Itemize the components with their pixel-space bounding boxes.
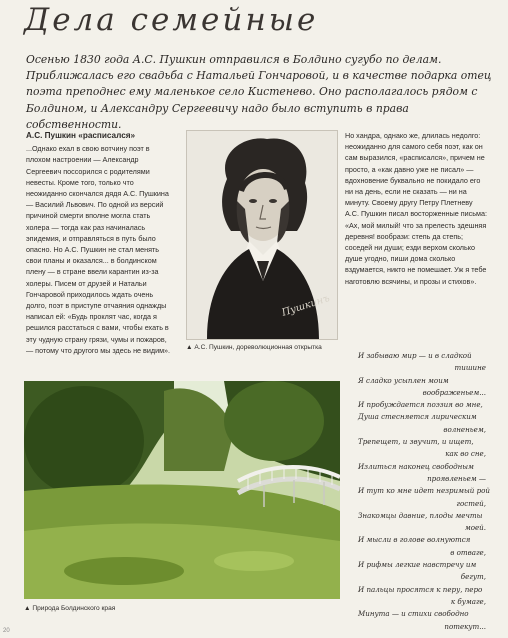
landscape-caption: ▲ Природа Болдинского края xyxy=(24,605,116,612)
poem-line: Трепещет, и звучит, и ищет, xyxy=(358,437,474,447)
poem-line: моей. xyxy=(464,523,486,533)
landscape-drawing xyxy=(24,381,340,599)
poem-line: Знакомцы давние, плоды мечты xyxy=(358,510,483,520)
poem-line: к бумаге, xyxy=(450,596,486,606)
poem-line: Минута — и стихи свободно xyxy=(358,609,469,619)
poem-line: Я сладко усыплен моим xyxy=(358,375,449,385)
poem-line: И тут ко мне идет незримый рой xyxy=(358,486,490,496)
poem-line: в отваге, xyxy=(450,547,486,557)
poem-line: И забываю мир — и в сладкой xyxy=(358,351,472,360)
right-column xyxy=(345,130,488,287)
poem xyxy=(358,350,490,633)
poem-line: Излиться наконец свободным xyxy=(358,461,474,471)
left-column-text: ...Однако ехал в свою вотчину поэт в плохом настроении — Александр Сергеевич поссорился с родителями невесты. Кроме того, только что неожиданно скончался дядя А.С. Пушкина — Василий Львович. По одной из версий причиной смерти вполне могла стать холера — тогда как раз начиналась эпидемия, и отправляться в путь было опасно. Но А.С. Пушкин не стал менять свои планы и оказался... в болдинском плену — в стране ввели карантин из-за холеры. Писем от друзей и Натальи Гончаровой приходилось ждать очень долго, поэт в приступе отчаяния однажды написал ей: «Будь проклят час, когда я решился расстаться с вами, чтобы ехать в эту чудную страну грязи, чумы и пожаров, — потому что другого мы здесь не видим». xyxy=(26,144,171,355)
left-column-title: А.С. Пушкин «расписался» xyxy=(26,131,136,140)
poem-line: И пробуждается поэзия во мне, xyxy=(358,400,483,410)
poem-line: гостей, xyxy=(456,498,486,508)
svg-text:Пушкинъ: Пушкинъ xyxy=(280,293,332,319)
left-column xyxy=(26,130,172,356)
poem-line: потекут... xyxy=(444,621,486,631)
pushkin-portrait-drawing xyxy=(187,131,337,339)
portrait-caption: ▲ А.С. Пушкин, дореволюционная открытка xyxy=(186,344,322,351)
lead-paragraph: Осенью 1830 года А.С. Пушкин отправился в Болдино сугубо по делам. Приближалась его свадьба с Натальей Гончаровой, и в качестве подарка отец поэта преподнес ему маленькое село Кистенево. Оно располагалось рядом с Болдином, и Александру Сергеевичу надо было вступить в права собственности. xyxy=(26,53,492,131)
poem-line: бегут, xyxy=(460,572,486,582)
poem-line: И мысли в голове волнуются xyxy=(358,535,471,545)
poem-line: И пальцы просятся к перу, перо xyxy=(358,584,483,594)
poem-line: Душа стесняется лирическим xyxy=(358,412,477,422)
poem-line: воображеньем... xyxy=(422,387,486,397)
page-number: 20 xyxy=(3,628,10,634)
poem-line: тишине xyxy=(454,363,486,373)
section-heading: Дела семейные xyxy=(24,2,319,38)
poem-line: как во сне, xyxy=(445,449,486,459)
poem-line: И рифмы легкие навстречу им xyxy=(358,560,477,570)
poem-line: волненьем, xyxy=(443,424,486,434)
pushkin-portrait xyxy=(186,130,338,340)
poem-line: проявленьем — xyxy=(427,473,486,483)
right-column-text: Но хандра, однако же, длилась недолго: неожиданно для самого себя поэт, как он сам выразился, «расписался», причем не просто, а «как давно уже не писал» — вдохновение буквально не покидало его ни на день, если не сказать — ни на минуту. Своему другу Петру Плетневу А.С. Пушкин писал восторженные письма: «Ах, мой милый! что за прелесть здешняя деревня! вообрази: степь да степь; соседей ни души; езди верхом сколько душе угодно, пиши дома сколько вздумается, никто не помешает. Уж я тебе наготовлю всячины, и прозы и стихов». xyxy=(345,131,487,286)
boldino-landscape-photo xyxy=(24,381,340,599)
